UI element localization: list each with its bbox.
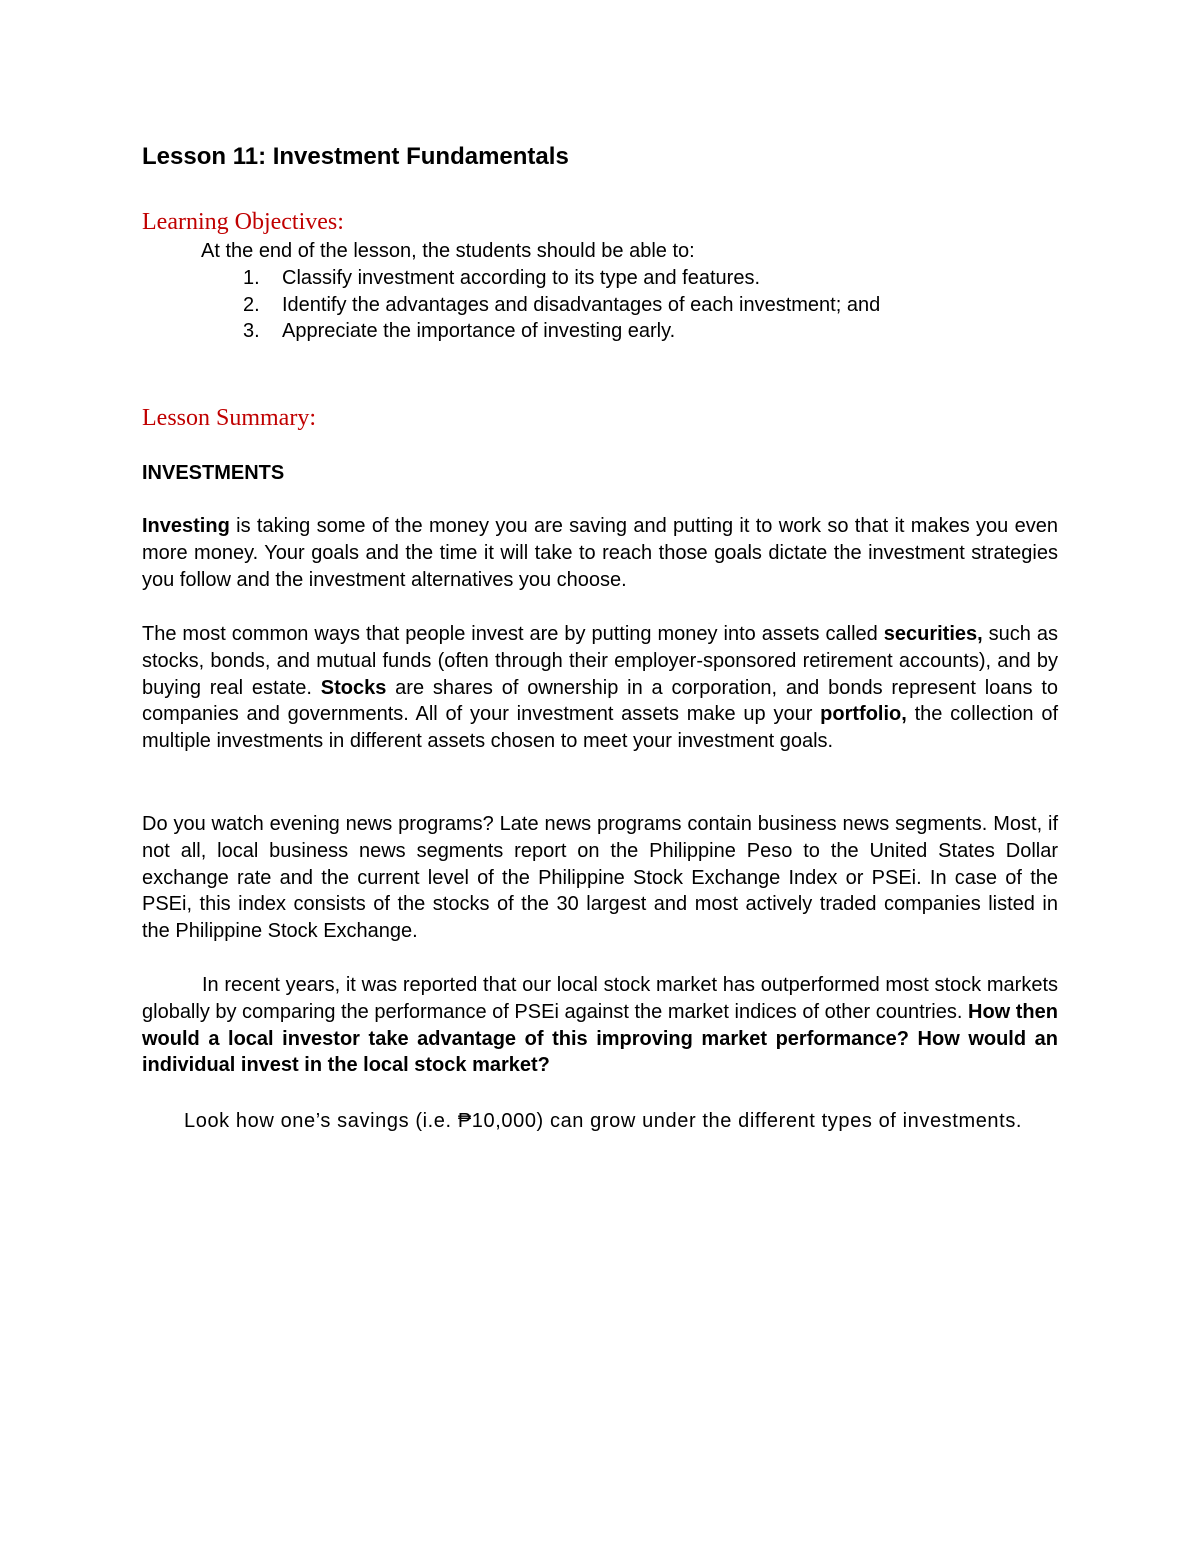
paragraph-text: are shares of ownership in a corporation, and bonds represent loans to companies and governments. All of your investment assets make up your (142, 676, 1059, 726)
list-item (243, 265, 880, 292)
paragraph-text: is taking some of the money you are saving and putting it to work so that it makes you even more money. Your goals and the time it will take to reach those goals dictate the investment strategies you follow and the investment alternatives you choose. (142, 515, 1058, 591)
investments-subheading: INVESTMENTS (142, 462, 285, 484)
paragraph-securities (142, 621, 1058, 755)
paragraph-text: The most common ways that people invest are by putting money into assets called (142, 623, 884, 645)
list-item-text: Classify investment according to its type and features. (282, 267, 761, 289)
list-item-number: 2. (243, 293, 260, 316)
page-title: Lesson 11: Investment Fundamentals (142, 143, 569, 170)
list-item-text: Identify the advantages and disadvantages of each investment; and (282, 293, 881, 316)
term-securities: securities, (883, 623, 983, 645)
list-item-number: 1. (243, 267, 260, 289)
paragraph-text: the collection of multiple investments in different assets chosen to meet your investment goals. (142, 703, 1059, 753)
paragraph-news: Do you watch evening news programs? Late news programs contain business news segments. Most, if not all, local business news segments report on the Philippine Peso to the United States Dollar exchange rate and the current level of the Philippine Stock Exchange Index or PSEi. In case of the PSEi, this index consists of the stocks of the 30 largest and most actively traded companies listed in the Philippine Stock Exchange. (142, 813, 1058, 943)
term-portfolio: portfolio, (820, 703, 907, 726)
learning-objectives-heading: Learning Objectives: (142, 209, 344, 235)
term-investing: Investing (142, 515, 230, 537)
lesson-summary-heading: Lesson Summary: (142, 405, 316, 431)
objectives-list (243, 265, 880, 345)
list-item (243, 292, 880, 319)
paragraph-text: such as stocks, bonds, and mutual funds (often through their employer-sponsored retirement accounts), and by buying real estate. (142, 623, 1058, 699)
term-stocks: Stocks (320, 676, 387, 699)
list-item-number: 3. (243, 320, 260, 342)
list-item-text: Appreciate the importance of investing early. (282, 320, 676, 342)
paragraph-savings: Look how one’s savings (i.e. ₱10,000) can grow under the different types of investments. (184, 1110, 1023, 1132)
paragraph-text: In recent years, it was reported that our local stock market has outperformed most stock markets globally by comparing the performance of PSEi against the market indices of other countries. (142, 974, 1058, 1023)
paragraph-question: How then would a local investor take advantage of this improving market performance? How would an individual invest in the local stock market? (142, 1000, 1058, 1077)
objectives-intro: At the end of the lesson, the students should be able to: (201, 240, 695, 262)
paragraph-investing (142, 513, 1058, 593)
list-item (243, 318, 880, 345)
paragraph-market (142, 972, 1058, 1079)
